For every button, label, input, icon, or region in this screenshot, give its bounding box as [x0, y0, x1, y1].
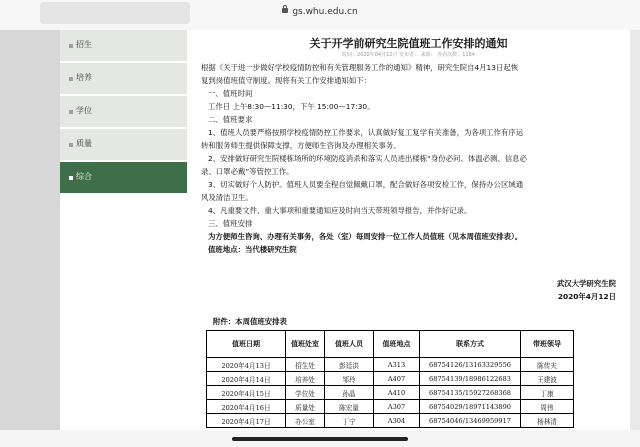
address-bar[interactable]: [0, 7, 640, 17]
sidebar-item-quality[interactable]: [60, 129, 187, 162]
sidebar-item-degree[interactable]: [60, 96, 187, 129]
table-cell: 2020年4月17日: [207, 414, 286, 428]
table-cell: 杨林清: [521, 414, 574, 428]
sidebar-item-label: 培养: [76, 73, 92, 82]
table-cell: 2020年4月16日: [207, 400, 286, 414]
table-header: 值班地点: [374, 331, 420, 358]
table-cell: 丁康: [521, 386, 574, 400]
table-cell: A307: [374, 400, 420, 414]
lock-icon: [282, 8, 288, 13]
signature-org: 武汉大学研究生院: [556, 279, 616, 288]
table-cell: A407: [374, 372, 420, 386]
paragraph: 风及清洁卫生。: [201, 193, 253, 202]
table-cell: 68754135/15927268368: [420, 386, 521, 400]
table-cell: 王建波: [521, 372, 574, 386]
page-title: 关于开学前研究生院值班工作安排的通知: [309, 37, 508, 50]
left-margin: [0, 30, 60, 430]
url-text: gs.whu.edu.cn: [292, 7, 358, 17]
sidebar-item-label: 质量: [76, 139, 92, 148]
bullet-icon: [69, 110, 73, 114]
table-cell: 2020年4月15日: [207, 386, 286, 400]
table-cell: 陈传夫: [521, 358, 574, 372]
sidebar: [60, 30, 187, 430]
table-cell: 丁宁: [325, 414, 374, 428]
article: [201, 30, 630, 430]
signature-date: 2020年4月12日: [557, 292, 616, 301]
table-cell: 2020年4月14日: [207, 372, 286, 386]
paragraph: 根据《关于进一步做好学校疫情防控和有关管理服务工作的通知》精神，研究生院自4月13日起恢: [201, 63, 519, 72]
table-row: [207, 358, 574, 372]
sidebar-item-label: 招生: [76, 40, 92, 49]
table-cell: 招生处: [286, 358, 325, 372]
attachment-label: 附件：本周值班安排表: [213, 317, 287, 326]
table-cell: 孙晶: [325, 386, 374, 400]
paragraph: 3、切实做好个人防护。值班人员要全程自觉佩戴口罩，配合做好各项安检工作，保持办公区域通: [208, 180, 524, 189]
paragraph: 1、值班人员要严格按照学校疫情防控工作要求，认真做好复工复学有关准备，为各项工作有序运: [208, 128, 524, 137]
table-header: 值班人员: [325, 331, 374, 358]
bullet-icon: [69, 143, 73, 147]
sidebar-item-label: 综合: [76, 172, 92, 181]
paragraph: 录、口罩必戴”等管控工作。: [201, 167, 294, 176]
bullet-icon: [69, 44, 73, 48]
table-cell: 68754029/18971143890: [420, 400, 521, 414]
article-meta: 时间：2020年04月12日 发布者： 来源： 查看次数：1184: [342, 52, 475, 58]
web-page: [60, 30, 630, 430]
paragraph: 4、凡重要文件、重大事项和重要通知应及时向当天带班领导报告，并作好记录。: [208, 206, 472, 215]
table-row: [207, 400, 574, 414]
table-cell: 68754126/13163329556: [420, 358, 521, 372]
bullet-icon: [69, 77, 73, 81]
paragraph: 复到岗值班值守制度。现将有关工作安排通知如下：: [201, 76, 371, 85]
table-cell: 学位处: [286, 386, 325, 400]
table-header: 带班领导: [521, 331, 574, 358]
table-cell: 邹玲: [325, 372, 374, 386]
browser-toolbar: [0, 0, 640, 30]
table-header: 值班处室: [286, 331, 325, 358]
paragraph: 工作日 上午8:30—11:30，下午 15:00—17:30。: [208, 102, 375, 111]
paragraph: 转和服务师生提供保障支撑，方便师生咨询及办理相关事务。: [201, 141, 401, 150]
paragraph: 2、安排做好研究生院楼栋场所的环境防疫消杀和落实人员进出楼栋“身份必问、体温必测、信息必: [208, 154, 527, 163]
section-heading: 二、值班要求: [208, 115, 253, 124]
table-row: [207, 372, 574, 386]
duty-location: 值班地点：当代楼研究生院: [208, 245, 297, 254]
sidebar-item-label: 学位: [76, 106, 92, 115]
table-cell: A410: [374, 386, 420, 400]
sidebar-item-training[interactable]: [60, 63, 187, 96]
table-cell: 2020年4月13日: [207, 358, 286, 372]
table-cell: 68754139/18986122683: [420, 372, 521, 386]
table-row: [207, 386, 574, 400]
sidebar-item-admissions[interactable]: [60, 30, 187, 63]
home-indicator[interactable]: [232, 437, 408, 441]
sidebar-item-general[interactable]: [60, 162, 187, 195]
table-cell: 办公室: [286, 414, 325, 428]
table-cell: 68754046/13469959917: [420, 414, 521, 428]
section-heading: 三、值班安排: [208, 219, 253, 228]
table-cell: A313: [374, 358, 420, 372]
table-header: 联系方式: [420, 331, 521, 358]
duty-table: [206, 330, 574, 428]
table-header: 值班日期: [207, 331, 286, 358]
table-cell: 陈宏量: [325, 400, 374, 414]
table-cell: 周伟: [521, 400, 574, 414]
table-cell: 彭廷洪: [325, 358, 374, 372]
bullet-icon: [69, 176, 73, 180]
section-heading: 一、值班时间: [208, 89, 253, 98]
table-header-row: [207, 331, 574, 358]
table-row: [207, 414, 574, 428]
table-cell: A304: [374, 414, 420, 428]
table-cell: 质量处: [286, 400, 325, 414]
paragraph: 为方便师生咨询、办理有关事务，各处（室）每周安排一位工作人员值班（见本周值班安排表）。: [208, 232, 523, 241]
table-cell: 培养处: [286, 372, 325, 386]
